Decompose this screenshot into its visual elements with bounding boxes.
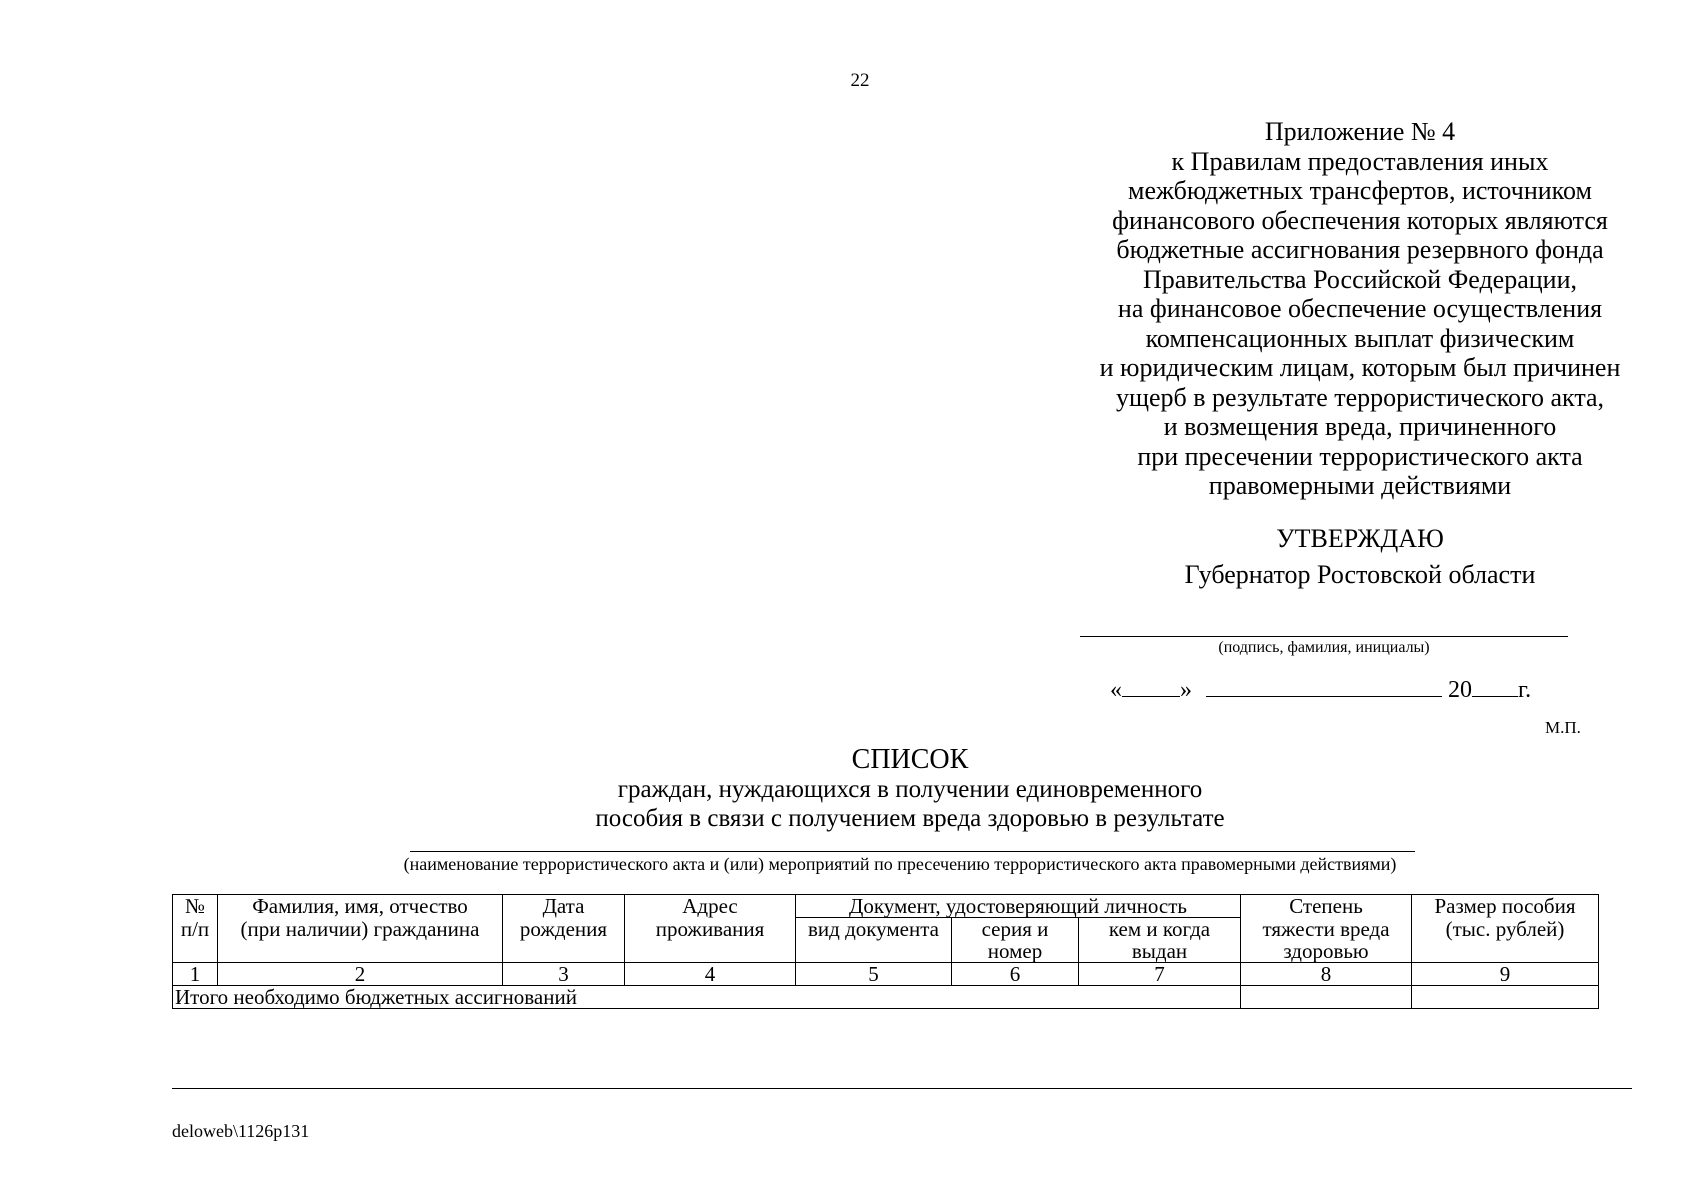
appendix-line: бюджетные ассигнования резервного фонда: [1116, 235, 1604, 264]
header-severity: Степень: [1241, 895, 1412, 918]
appendix-line: при пресечении террористического акта: [1137, 441, 1583, 471]
event-caption: (наименование террористического акта и (или) мероприятий по пресечению террористического акта правомерными действиями): [403, 854, 1397, 874]
footer-rule: [172, 1088, 1632, 1089]
appendix-line: правомерными действиями: [1208, 471, 1512, 500]
header-address: Адрес: [625, 895, 796, 918]
recipients-table: [172, 894, 1599, 1009]
header-address-cont: проживания: [625, 918, 796, 963]
header-doc-issued-line: кем и когда: [1108, 917, 1211, 941]
appendix-line: на финансовое обеспечение осуществления: [1117, 294, 1603, 323]
appendix-line: и возмещения вреда, причиненного: [1163, 412, 1557, 441]
year-prefix: 20: [1448, 677, 1472, 703]
header-fio-cont: (при наличии) гражданина: [218, 918, 503, 963]
appendix-line: межбюджетных трансфертов, источником: [1128, 176, 1592, 205]
column-number: 8: [1241, 963, 1412, 986]
header-birth-date-cont: рождения: [503, 918, 625, 963]
total-row: [173, 986, 1599, 1009]
header-fio: Фамилия, имя, отчество: [218, 895, 503, 918]
signature-line: [1080, 636, 1568, 637]
header-doc-series-line: номер: [987, 939, 1043, 963]
appendix-line: компенсационных выплат физическим: [1145, 323, 1575, 353]
appendix-line: финансового обеспечения которых являются: [1112, 205, 1608, 235]
date-close-quote: »: [1180, 677, 1192, 703]
footer-document-code: deloweb\1126p131: [172, 1121, 310, 1141]
column-number: 9: [1412, 963, 1599, 986]
header-num: №: [173, 895, 218, 918]
header-severity-line: здоровью: [1283, 938, 1369, 963]
list-subtitle-line: пособия в связи с получением вреда здоровью в результате: [595, 805, 1225, 832]
column-number: 3: [503, 963, 625, 986]
signature-caption: (подпись, фамилия, инициалы): [1218, 639, 1430, 656]
event-name-line: [410, 851, 1415, 852]
total-amount-cell: [1412, 986, 1599, 1009]
year-blank: [1472, 676, 1518, 697]
approve-title: УТВЕРЖДАЮ: [1276, 524, 1444, 553]
header-document-group: Документ, удостоверяющий личность: [796, 895, 1241, 918]
column-number: 6: [952, 963, 1079, 986]
day-blank: [1122, 676, 1180, 697]
column-number: 1: [173, 963, 218, 986]
year-suffix: г.: [1518, 677, 1532, 703]
list-subtitle: [400, 775, 1420, 833]
header-birth-date: Дата: [503, 895, 625, 918]
stamp-mark: М.П.: [1545, 718, 1581, 737]
header-row-2: [173, 918, 1599, 963]
appendix-line: Правительства Российской Федерации,: [1142, 264, 1578, 294]
header-amount-cont: (тыс. рублей): [1412, 918, 1599, 963]
approver-position: Губернатор Ростовской области: [1184, 560, 1536, 589]
header-doc-type: вид документа: [796, 918, 952, 963]
page-number: 22: [850, 70, 870, 91]
column-number: 5: [796, 963, 952, 986]
column-number: 7: [1079, 963, 1241, 986]
header-num-cont: п/п: [173, 918, 218, 963]
appendix-header: [1060, 117, 1660, 501]
header-doc-series-line: серия и: [981, 917, 1049, 941]
header-doc-series: [952, 918, 1079, 963]
header-severity-line: тяжести вреда: [1262, 916, 1390, 941]
total-severity-cell: [1241, 986, 1412, 1009]
appendix-line: Приложение № 4: [1264, 117, 1456, 146]
list-subtitle-line: граждан, нуждающихся в получении единовременного: [617, 776, 1203, 803]
list-title: СПИСОК: [851, 744, 969, 775]
column-number: 4: [625, 963, 796, 986]
appendix-line: ущерб в результате террористического акта,: [1115, 382, 1605, 412]
column-number-row: [173, 963, 1599, 986]
header-amount: Размер пособия: [1412, 895, 1599, 918]
approval-date: [1110, 676, 1580, 704]
appendix-line: и юридическим лицам, которым был причинен: [1099, 353, 1621, 382]
total-label: Итого необходимо бюджетных ассигнований: [173, 986, 1241, 1009]
month-blank: [1206, 676, 1442, 697]
header-severity-cont: [1241, 918, 1412, 963]
header-doc-issued-line: выдан: [1131, 939, 1188, 963]
header-doc-issued: [1079, 918, 1241, 963]
appendix-line: к Правилам предоставления иных: [1171, 146, 1549, 176]
column-number: 2: [218, 963, 503, 986]
header-row-1: [173, 895, 1599, 918]
date-open-quote: «: [1110, 677, 1122, 703]
